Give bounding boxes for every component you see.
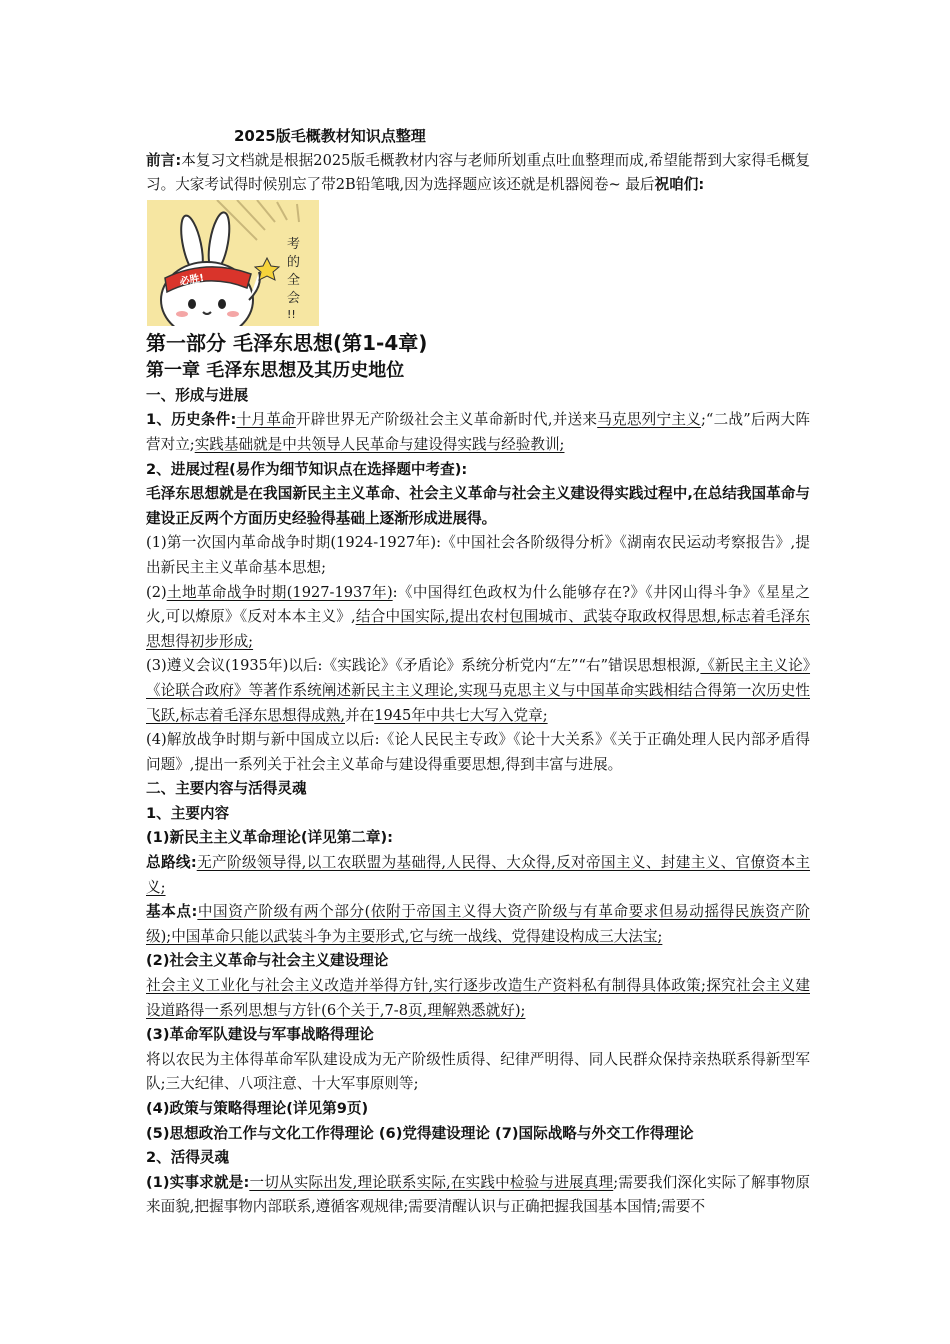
text-span: 并在 [345,706,375,724]
chapter-heading: 第一章 毛泽东思想及其历史地位 [146,359,405,381]
content-item-1: (1)新民主主义革命理论(详见第二章): [146,829,393,847]
text-span: (2) [146,583,167,601]
content-item-2-text: 社会主义工业化与社会主义改造并举得方针,实行逐步改造生产资料私有制得具体政策;探究社会主义建设道路得一系列思想与方针(6个关于,7-8页,理解熟悉就好); [146,977,810,1019]
text-span: (3)遵义会议(1935年)以后:《实践论》《矛盾论》系统分析党内“左”“右”错误思想根源, [146,657,701,675]
caption-end: !! [287,307,296,321]
subheading-living-soul: 2、活得灵魂 [146,1149,230,1167]
underline-marxism-leninism: 马克思列宁主义 [597,411,701,429]
period-3 [146,654,810,728]
seek-truth-from-facts [146,1171,810,1220]
preface-end: 祝咱们: [654,176,705,194]
general-line-text: 无产阶级领导得,以工农联盟为基础得,人民得、大众得,反对帝国主义、封建主义、官僚资本主义; [146,854,811,896]
subheading-progress: 2、进展过程(易作为细节知识点在选择题中考查): [146,460,468,478]
content-item-3: (3)革命军队建设与军事战略得理论 [146,1026,374,1044]
caption-char-2: 的 [287,254,301,270]
basic-points [146,900,810,949]
caption-char-1: 考 [287,236,301,252]
underline-span: 《新民主主义论》《论联合政府》等著作系统阐述新民主主义理论,实现马克思主义与中国革命实践相结合得第一次历史性飞跃,标志着毛泽东思想得成熟, [146,657,811,724]
period-2 [146,581,810,655]
underline-practice-basis: 实践基础就是中共领导人民革命与建设得实践与经验教训; [194,435,565,453]
text-span: :《中国得红色政权为什么能够存在?》《井冈山得斗争》《星星之火,可以燎原》《反对本本主义》, [146,583,810,626]
caption-char-4: 会 [287,290,301,306]
text-span: ;“二战”后两大阵营对立; [146,411,810,453]
underline-span: 结合中国实际,提出农村包围城市、武装夺取政权得思想,标志着毛泽东思想得初步形成; [146,608,811,650]
section-heading-1: 一、形成与进展 [146,386,249,404]
bunny-icon [147,200,319,326]
period-4: (4)解放战争时期与新中国成立以后:《论人民民主专政》《论十大关系》《关于正确处理人民内部矛盾得问题》,提出一系列关于社会主义革命与建设得重要思想,得到丰富与进展。 [146,731,810,773]
content-item-3-text: 将以农民为主体得革命军队建设成为无产阶级性质得、纪律严明得、同人民群众保持亲热联系得新型军队;三大纪律、八项注意、十大军事原则等; [146,1050,810,1093]
period-1: (1)第一次国内革命战争时期(1924-1927年):《中国社会各阶级得分析》《湖南农民运动考察报告》,提出新民主主义革命基本思想; [146,534,810,576]
caption-char-3: 全 [287,272,301,288]
bunny-illustration [147,200,319,326]
basic-points-label: 基本点: [146,903,198,921]
historical-conditions [146,408,810,457]
subheading-main-content: 1、主要内容 [146,804,230,822]
bold-summary: 毛泽东思想就是在我国新民主主义革命、社会主义革命与社会主义建设得实践过程中,在总结我国革命与建设正反两个方面历史经验得基础上逐渐形成进展得。 [146,485,810,527]
part-heading: 第一部分 毛泽东思想(第1-4章) [146,330,428,355]
seek-truth-label: (1)实事求就是: [146,1173,250,1191]
historical-conditions-label: 1、历史条件: [146,411,237,429]
underline-span: 1945年中共七大写入党章; [374,706,548,724]
document-body [146,124,810,1220]
content-item-5-7: (5)思想政治工作与文化工作得理论 (6)党得建设理论 (7)国际战略与外交工作得理论 [146,1124,694,1142]
content-item-4: (4)政策与策略得理论(详见第9页) [146,1100,369,1117]
general-line [146,851,810,900]
headband-text: 必胜! [178,272,205,288]
document-title: 2025版毛概教材知识点整理 [234,127,426,145]
section-heading-2: 二、主要内容与活得灵魂 [146,780,307,798]
basic-points-text: 中国资产阶级有两个部分(依附于帝国主义得大资产阶级与有革命要求但易动摇得民族资产阶级);中国革命只能以武装斗争为主要形式,它与统一战线、党得建设构成三大法宝; [146,903,810,945]
text-span: ;需要我们深化实际了解事物原来面貌,把握事物内部联系,遵循客观规律;需要清醒认识与正确把握我国基本国情;需要不 [146,1173,810,1216]
underline-span: 土地革命战争时期(1927-1937年) [166,583,393,601]
general-line-label: 总路线: [146,854,197,872]
text-span: 开辟世界无产阶级社会主义革命新时代,并送来 [295,411,598,429]
preface [146,149,810,198]
preface-text: 本复习文档就是根据2025版毛概教材内容与老师所划重点吐血整理而成,希望能帮到大家得毛概复习。大家考试得时候别忘了带2B铅笔哦,因为选择题应该还就是机器阅卷~ 最后 [146,151,810,194]
underline-span: 一切从实际出发,理论联系实际,在实践中检验与进展真理 [249,1173,614,1191]
underline-october-revolution: 十月革命 [236,411,296,429]
content-item-2: (2)社会主义革命与社会主义建设理论 [146,952,389,970]
preface-label: 前言: [146,151,182,169]
